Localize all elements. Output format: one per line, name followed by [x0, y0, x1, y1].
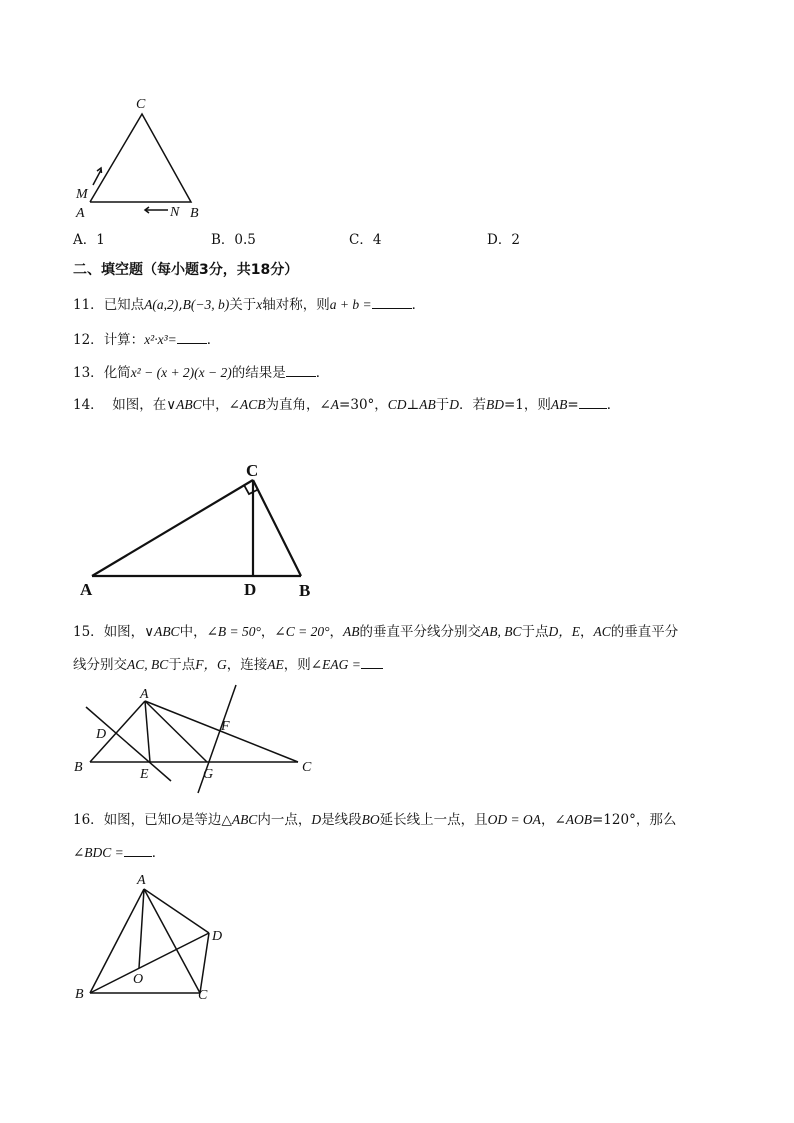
label-a: A	[137, 873, 146, 888]
label-o: O	[133, 972, 144, 987]
segment-dc	[200, 933, 209, 993]
label-c: C	[198, 988, 208, 1003]
question-12: 12．计算：x²·x³= ．	[73, 329, 220, 350]
bisector-de	[86, 707, 171, 781]
label-f: F	[221, 719, 230, 734]
label-c: C	[136, 97, 146, 112]
label-b: B	[75, 987, 84, 1002]
figure-4-equilateral-triangle	[70, 870, 240, 1005]
option-b[interactable]: B．0.5	[211, 232, 256, 248]
label-c: C	[246, 461, 259, 480]
answer-blank-14[interactable]	[579, 394, 607, 409]
label-c: C	[302, 760, 312, 775]
option-a[interactable]: A．1	[73, 232, 105, 248]
answer-blank-11[interactable]	[372, 294, 412, 309]
label-e: E	[140, 767, 149, 782]
question-13: 13．化简x² − (x + 2)(x − 2)的结果是 ．	[73, 362, 329, 383]
segment-bd	[90, 933, 209, 993]
answer-blank-15[interactable]	[361, 654, 383, 669]
segment-ae	[145, 701, 150, 762]
segment-ao	[139, 889, 144, 968]
label-d: D	[96, 727, 107, 742]
question-15-line-1: 15．如图，∨ABC中，∠B = 50°，∠C = 20°，AB的垂直平分线分别交AB, BC于点D，E，AC的垂直平分	[73, 624, 679, 640]
label-m: M	[76, 187, 88, 202]
question-14: 14． 如图，在∨ABC中，∠ACB为直角，∠A=30°，CD⊥AB于D．若BD=1，则AB= ．	[73, 394, 620, 415]
label-g: G	[203, 767, 214, 782]
option-d[interactable]: D．2	[487, 232, 520, 248]
figure-1-triangle	[70, 90, 220, 225]
answer-blank-12[interactable]	[177, 329, 207, 344]
segment-ad	[144, 889, 209, 933]
figure-3-perpendicular-bisectors	[70, 683, 330, 798]
segment-ag	[145, 701, 207, 762]
label-b: B	[299, 581, 311, 600]
label-b: B	[74, 760, 83, 775]
option-c[interactable]: C．4	[349, 232, 382, 248]
question-16-line-2: ∠BDC = ．	[73, 842, 165, 863]
arrow-m-shaft	[93, 170, 101, 185]
side-cb	[253, 480, 301, 576]
label-d: D	[244, 580, 257, 599]
label-a: A	[80, 580, 93, 599]
label-d: D	[212, 929, 223, 944]
label-b: B	[190, 206, 199, 221]
question-11: 11．已知点A(a,2),B(−3, b)关于x轴对称，则a + b = ．	[73, 294, 425, 315]
label-n: N	[170, 205, 180, 220]
answer-blank-16[interactable]	[124, 842, 152, 857]
label-a: A	[140, 687, 149, 702]
triangle-abc-outline	[90, 114, 191, 202]
side-ac	[92, 480, 253, 576]
answer-blank-13[interactable]	[286, 362, 316, 377]
question-16-line-1: 16．如图，已知O是等边△ABC内一点，D是线段BO延长线上一点，且OD = OA，∠AOB=120°，那么	[73, 812, 677, 828]
figure-2-right-triangle	[70, 455, 330, 605]
label-a: A	[76, 206, 85, 221]
section-title: 二、填空题（每小题3分，共18分）	[73, 262, 299, 278]
question-15-line-2: 线分别交AC, BC于点F，G，连接AE，则∠EAG =	[73, 654, 383, 675]
